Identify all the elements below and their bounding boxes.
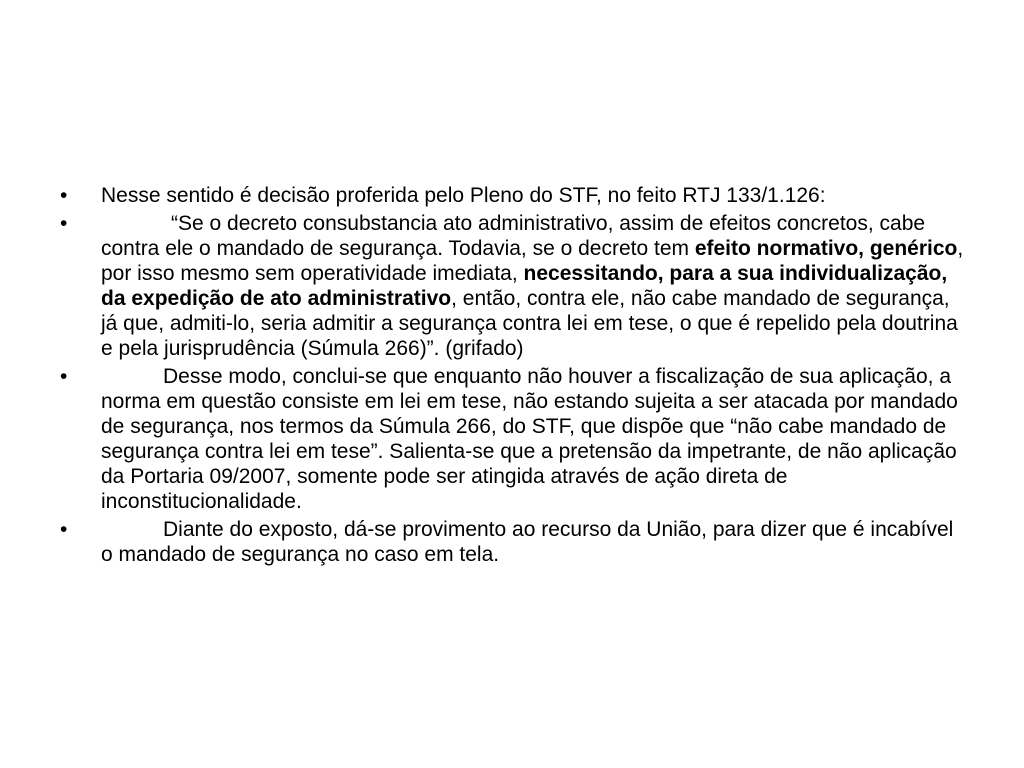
bullet-text-4: Diante do exposto, dá-se provimento ao recurso da União, para dizer que é incabível o mandado de segurança no caso em tela. xyxy=(101,518,954,566)
bullet-text-3: Desse modo, conclui-se que enquanto não houver a fiscalização de sua aplicação, a norma em questão consiste em lei em tese, não estando sujeita a ser atacada por mandado de segurança, nos termos da Súmula 266, do STF, que dispõe que “não cabe mandado de segurança contra lei em tese”. Salienta-se que a pretensão da impetrante, de não aplicação da Portaria 09/2007, somente pode ser atingida através de ação direta de inconstitucionalidade. xyxy=(101,365,958,513)
quote-text-part1: “Se o decreto consubstancia ato administrativo, assim de efeitos concretos, cabe contra ele o mandado de segurança. Todavia, se o decreto tem xyxy=(101,212,926,260)
bullet-icon: • xyxy=(60,184,68,207)
bullet-list xyxy=(60,183,970,570)
bullet-text-1: Nesse sentido é decisão proferida pelo Pleno do STF, no feito RTJ 133/1.126: xyxy=(101,184,826,207)
quote-bold-2: necessitando, para a sua individualização, da expedição de ato administrativo xyxy=(101,262,948,310)
bullet-icon: • xyxy=(60,212,68,235)
bullet-item-1 xyxy=(60,183,970,208)
quote-text-part3: , então, contra ele, não cabe mandado de segurança, já que, admiti-lo, seria admitir a segurança contra lei em tese, o que é repelido pela doutrina e pela jurisprudência (Súmula 266)”. (grifado) xyxy=(101,287,958,360)
bullet-icon: • xyxy=(60,518,68,541)
bullet-icon: • xyxy=(60,365,68,388)
bullet-item-2 xyxy=(60,211,970,361)
bullet-item-3 xyxy=(60,364,970,514)
quote-bold-1: efeito normativo, genérico xyxy=(694,237,958,260)
bullet-item-4 xyxy=(60,517,970,567)
quote-text-part2: , por isso mesmo sem operatividade imediata, xyxy=(101,237,964,285)
